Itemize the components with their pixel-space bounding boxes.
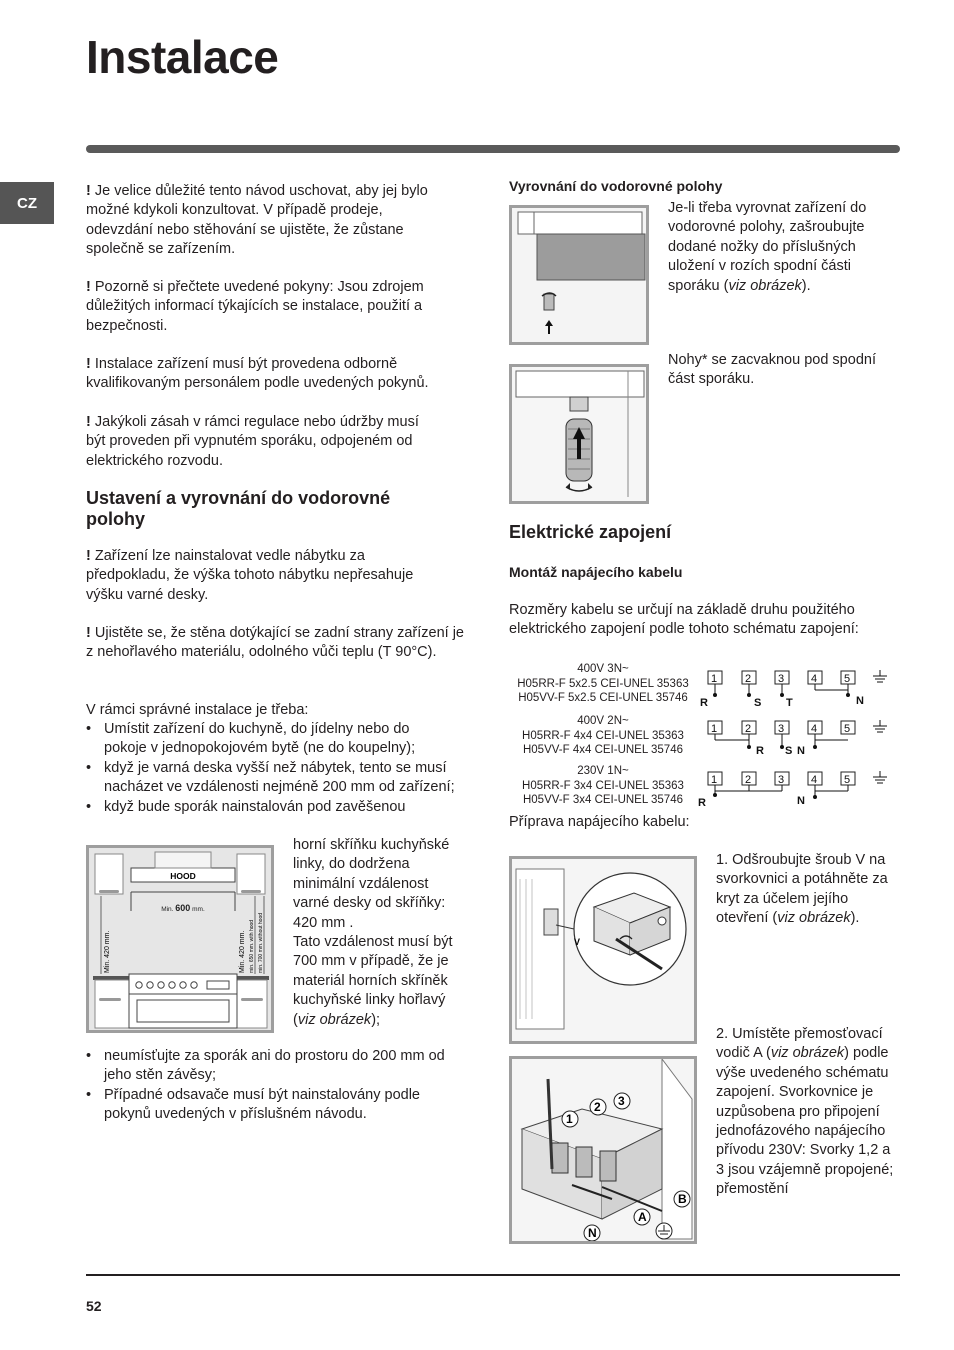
list-item: • když je varná deska vyšší než nábytek, tento se musí nacházet ve vzdálenosti nejméně 200 mm od zařízení; (86, 759, 456, 798)
terminal-block-diagram (512, 1059, 694, 1241)
svg-text:2: 2 (745, 723, 752, 735)
feet-figure (509, 364, 649, 504)
svg-text:N: N (588, 1226, 597, 1240)
install-bullets-2 (86, 1047, 466, 1125)
svg-text:4: 4 (811, 723, 818, 735)
svg-text:R: R (700, 697, 708, 709)
leveling-text: Je-li třeba vyrovnat zařízení do vodorovné polohy, zašroubujte dodané nožky do příslušných uložení v rozích spodní části sporáku (viz obrázek). (668, 200, 867, 294)
install-intro: V rámci správné instalace je třeba: (86, 702, 309, 718)
warning-1: ! Je velice důležité tento návod uschovat, aby jej bylo možné kdykoli konzultovat. V případě prodeje, odevzdání nebo stěhování se ujistěte, že zůstane společně se zařízením. (86, 183, 428, 258)
svg-text:S: S (754, 697, 762, 709)
svg-text:2: 2 (745, 774, 752, 786)
wiring-row-3n (700, 670, 887, 709)
svg-text:N: N (797, 795, 805, 807)
svg-text:1: 1 (711, 774, 718, 786)
screw-v-label: V (574, 937, 581, 947)
svg-text:2: 2 (594, 1100, 601, 1114)
min-420-right-label: Min. 420 mm. (239, 930, 246, 973)
terminal-block-figure (509, 1056, 697, 1244)
hood-distance-figure (86, 845, 274, 1033)
terminal-cover-diagram (512, 859, 694, 1041)
footer-rule (86, 1274, 900, 1276)
svg-text:2: 2 (745, 673, 752, 685)
leveling-diagram (512, 208, 646, 342)
svg-text:min. 700 mm. without hood: min. 700 mm. without hood (258, 912, 264, 973)
svg-text:min. 650 mm. with hood: min. 650 mm. with hood (249, 919, 255, 973)
warning-3: ! Instalace zařízení musí být provedena odborně kvalifikovaným personálem podle uvedených pokynů. (86, 356, 429, 392)
wiring-label-2n: 400V 2N~ H05RR-F 4x4 CEI-UNEL 35363 H05VV-F 4x4 CEI-UNEL 35746 (522, 715, 684, 756)
hood-text-1: horní skříňku kuchyňské linky, do dodržena minimální vzdálenost varné desky od skříňky: 420 mm . (293, 837, 450, 931)
leveling-figure (509, 205, 649, 345)
hood-label: HOOD (170, 871, 196, 881)
list-item: • neumísťujte za sporák ani do prostoru do 200 mm od jeho stěn závěsy; (86, 1047, 466, 1086)
svg-text:4: 4 (811, 774, 818, 786)
leveling-title: Vyrovnání do vodorovné polohy (509, 178, 723, 194)
svg-text:B: B (678, 1192, 687, 1206)
svg-text:4: 4 (811, 673, 818, 685)
prep-text: Příprava napájecího kabelu: (509, 814, 690, 830)
section-title-leveling: Ustavení a vyrovnání do vodorovné polohy (86, 488, 391, 529)
svg-text:3: 3 (778, 673, 785, 685)
svg-text:5: 5 (844, 673, 851, 685)
wiring-row-1n (698, 771, 887, 809)
svg-text:1: 1 (711, 673, 718, 685)
step-2-text: 2. Umístěte přemosťovací vodič A (viz obrázek) podle výše uvedeného schématu zapojení. Svorkovnice je uzpůsobena pro připojení jednofázového napájecího přívodu 230V: Svorky 1,2 a 3 jsou vzájemně propojené; přemostění (716, 1026, 894, 1198)
install-bullets (86, 720, 456, 817)
step-1-text: 1. Odšroubujte šroub V na svorkovnici a potáhněte za kryt za účelem jejího otevření (viz obrázek). (716, 852, 888, 927)
page-number: 52 (86, 1298, 102, 1314)
svg-text:5: 5 (844, 774, 851, 786)
cable-title: Montáž napájecího kabelu (509, 564, 683, 580)
list-item: • Případné odsavače musí být nainstalovány podle pokynů uvedených v příslušném návodu. (86, 1086, 466, 1125)
feet-diagram (512, 367, 646, 501)
svg-text:N: N (797, 745, 805, 757)
svg-text:3: 3 (778, 774, 785, 786)
svg-text:3: 3 (618, 1094, 625, 1108)
page-title: Instalace (86, 31, 279, 83)
wiring-diagram (698, 664, 898, 814)
warning-4: ! Jakýkoli zásah v rámci regulace nebo údržby musí být proveden při vypnutém sporáku, odpojeném od elektrického rozvodu. (86, 414, 419, 469)
svg-text:N: N (856, 695, 864, 707)
list-item: • když bude sporák nainstalován pod zavěšenou (86, 798, 456, 817)
svg-text:1: 1 (566, 1112, 573, 1126)
svg-text:Min. 600 mm.: Min. 600 mm. (161, 903, 205, 913)
svg-text:3: 3 (778, 723, 785, 735)
warning-2: ! Pozorně si přečtete uvedené pokyny: Jsou zdrojem důležitých informací týkajících se instalace, použití a bezpečnosti. (86, 279, 424, 334)
svg-text:A: A (638, 1210, 647, 1224)
header-rule (86, 145, 900, 153)
list-item: • Umístit zařízení do kuchyně, do jídelny nebo do pokoje v jednopokojovém bytě (ne do koupelny); (86, 720, 456, 759)
svg-text:R: R (756, 745, 764, 757)
terminal-cover-figure (509, 856, 697, 1044)
cable-text: Rozměry kabelu se určují na základě druhu použitého elektrického zapojení podle tohoto schématu zapojení: (509, 602, 859, 638)
svg-text:R: R (698, 797, 706, 809)
svg-text:S: S (785, 745, 793, 757)
section-title-electric: Elektrické zapojení (509, 522, 672, 542)
warning-6: ! Ujistěte se, že stěna dotýkající se zadní strany zařízení je z nehořlavého materiálu, odolného vůči teplu (T 90°C). (86, 625, 464, 661)
hood-diagram (89, 848, 271, 1030)
wiring-label-1n: 230V 1N~ H05RR-F 3x4 CEI-UNEL 35363 H05VV-F 3x4 CEI-UNEL 35746 (522, 765, 684, 806)
min-420-left-label: Min. 420 mm. (104, 930, 111, 973)
hood-text-2: Tato vzdálenost musí být 700 mm v případě, že je materiál horních skříněk kuchyňské linky hořlavý (viz obrázek); (293, 934, 453, 1028)
warning-5: ! Zařízení lze nainstalovat vedle nábytku za předpokladu, že výška tohoto nábytku nepřesahuje výšku varné desky. (86, 548, 414, 603)
svg-text:1: 1 (711, 723, 718, 735)
feet-text: Nohy* se zacvaknou pod spodní část sporáku. (668, 352, 876, 388)
svg-text:5: 5 (844, 723, 851, 735)
wiring-row-2n (708, 720, 887, 757)
svg-text:T: T (786, 697, 793, 709)
language-tab: CZ (0, 182, 54, 224)
wiring-label-3n: 400V 3N~ H05RR-F 5x2.5 CEI-UNEL 35363 H05VV-F 5x2.5 CEI-UNEL 35746 (517, 663, 689, 704)
